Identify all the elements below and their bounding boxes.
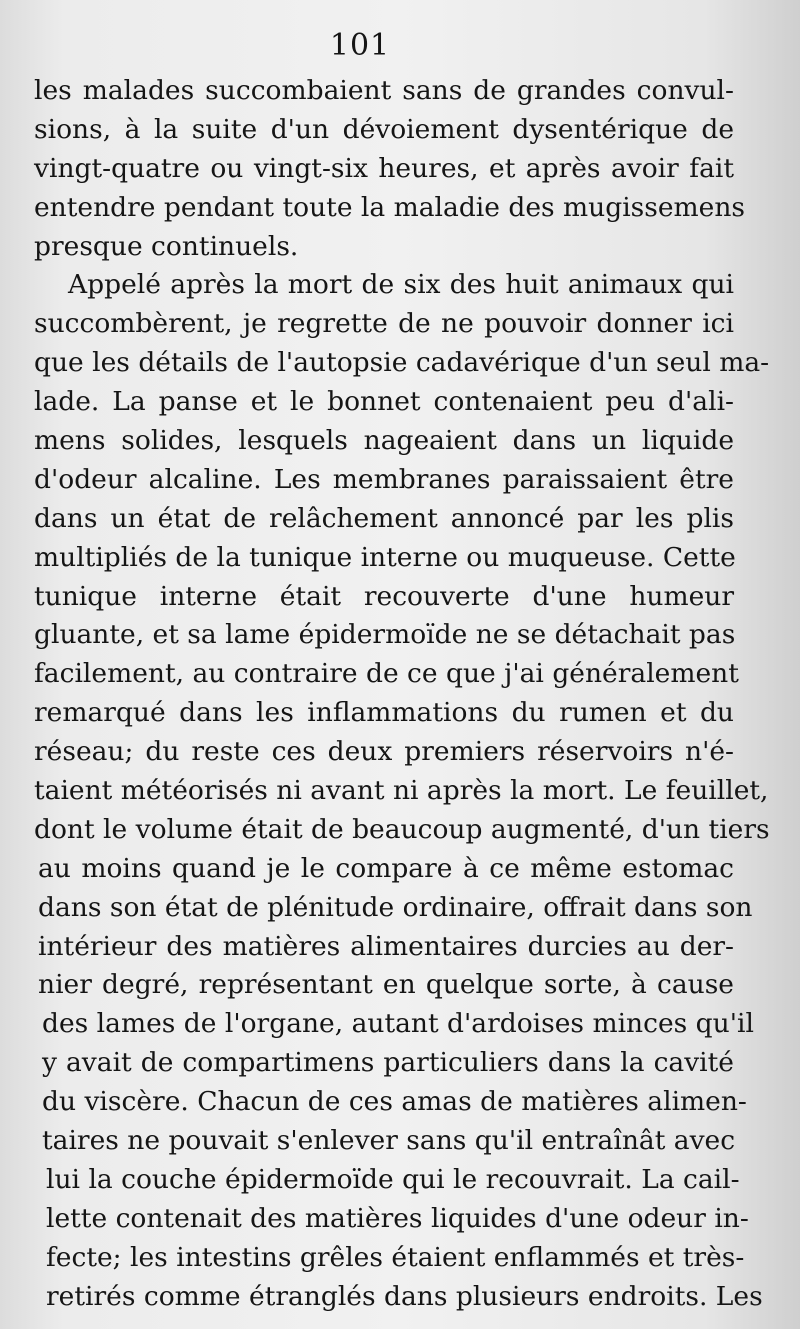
- text-line: des lames de l'organe, autant d'ardoises minces qu'il: [42, 1008, 754, 1040]
- text-line: retirés comme étranglés dans plusieurs endroits. Les: [46, 1280, 763, 1312]
- text-line: lade. La panse et le bonnet contenaient peu d'ali-: [34, 386, 734, 418]
- text-line: taires ne pouvait s'enlever sans qu'il entraînât avec: [42, 1125, 736, 1157]
- page-number: 101: [329, 28, 391, 63]
- text-line: lui la couche épidermoïde qui le recouvrait. La cail-: [46, 1163, 740, 1195]
- text-line: mens solides, lesquels nageaient dans un liquide: [34, 425, 734, 457]
- text-line: dans son état de plénitude ordinaire, offrait dans son: [38, 891, 753, 923]
- page-body-text: [34, 72, 770, 1317]
- text-line: dans un état de relâchement annoncé par les plis: [34, 502, 734, 534]
- text-line: intérieur des matières alimentaires durcies au der-: [38, 930, 734, 962]
- text-line: vingt-quatre ou vingt-six heures, et après avoir fait: [34, 152, 734, 184]
- text-line: du viscère. Chacun de ces amas de matières alimen-: [42, 1086, 747, 1118]
- text-line: sions, à la suite d'un dévoiement dysentérique de: [34, 113, 734, 145]
- text-line: au moins quand je le compare à ce même estomac: [38, 852, 734, 884]
- text-line: facilement, au contraire de ce que j'ai généralement: [34, 658, 739, 690]
- text-line: multipliés de la tunique interne ou muqueuse. Cette: [34, 541, 736, 573]
- text-line: fecte; les intestins grêles étaient enflammés et très-: [46, 1241, 745, 1273]
- text-line: dont le volume était de beaucoup augmenté, d'un tiers: [34, 813, 770, 845]
- text-line: tunique interne était recouverte d'une humeur: [34, 580, 734, 612]
- text-line: d'odeur alcaline. Les membranes paraissaient être: [34, 463, 734, 495]
- text-line: entendre pendant toute la maladie des mugissemens: [34, 191, 746, 223]
- text-line: presque continuels.: [34, 230, 299, 262]
- text-line: remarqué dans les inflammations du rumen et du: [34, 697, 734, 729]
- text-line: lette contenait des matières liquides d'une odeur in-: [46, 1202, 749, 1234]
- text-line: les malades succombaient sans de grandes convul-: [34, 75, 734, 106]
- text-line: que les détails de l'autopsie cadavérique d'un seul ma-: [34, 347, 770, 379]
- paragraph-first-line: Appelé après la mort de six des huit animaux qui: [68, 269, 734, 301]
- text-line: taient météorisés ni avant ni après la mort. Le feuillet,: [34, 775, 769, 807]
- text-line: y avait de compartimens particuliers dans la cavité: [42, 1047, 734, 1079]
- text-line: réseau; du reste ces deux premiers réservoirs n'é-: [34, 736, 734, 768]
- text-line: succombèrent, je regrette de ne pouvoir donner ici: [34, 308, 734, 340]
- text-line: nier degré, représentant en quelque sorte, à cause: [38, 969, 734, 1001]
- text-line: gluante, et sa lame épidermoïde ne se détachait pas: [34, 619, 736, 651]
